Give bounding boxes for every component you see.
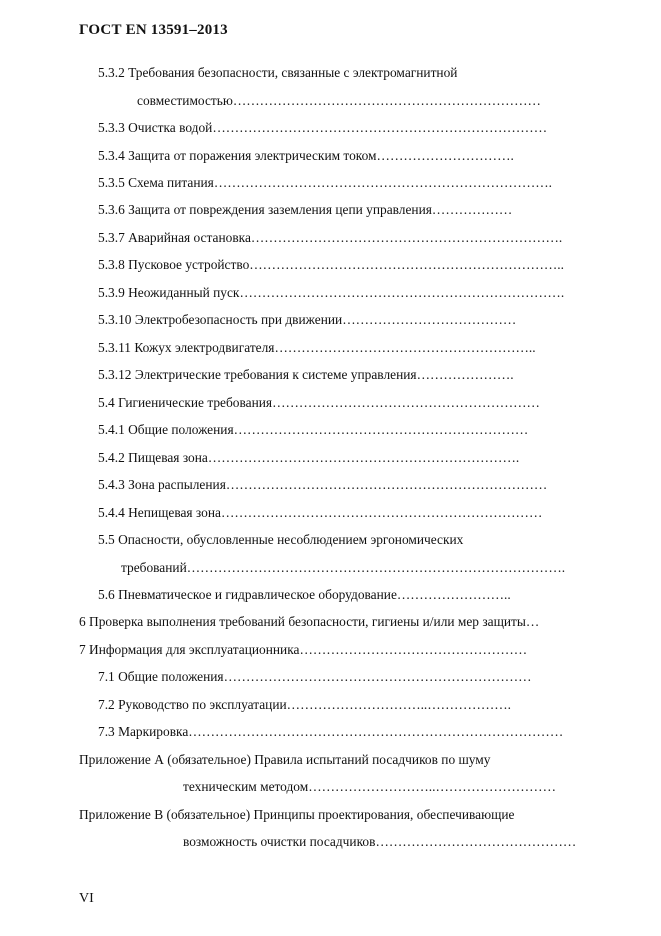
toc-entry: 5.3.5 Схема питания…………………………………………………………………. xyxy=(98,175,552,190)
toc-entry: 5.3.6 Защита от повреждения заземления цепи управления……………… xyxy=(98,202,513,217)
toc-entry: Приложение А (обязательное) Правила испытаний посадчиков по шуму xyxy=(79,752,491,767)
toc-entry: 5.4 Гигиенические требования…………………………………………………… xyxy=(98,395,540,410)
page-number: VI xyxy=(79,891,94,906)
toc-entry: возможность очистки посадчиков……………………………………… xyxy=(183,834,577,849)
toc-entry: совместимостью…………………………………………………………… xyxy=(137,93,541,108)
toc-entry: 7.1 Общие положения…………………………………………………………… xyxy=(98,669,532,684)
toc-entry: 5.5 Опасности, обусловленные несоблюдением эргономических xyxy=(98,532,464,547)
toc-entry: 5.3.2 Требования безопасности, связанные с электромагнитной xyxy=(98,65,458,80)
toc-entry: Приложение В (обязательное) Принципы проектирования, обеспечивающие xyxy=(79,807,515,822)
toc-entry: 5.3.4 Защита от поражения электрическим током…………………………. xyxy=(98,148,514,163)
toc-entry: требований…………………………………………………………………………. xyxy=(121,560,566,575)
toc-entry: 5.4.2 Пищевая зона……………………………………………………………. xyxy=(98,450,520,465)
toc-entry: 7.2 Руководство по эксплуатации…………………………..………………. xyxy=(98,697,511,712)
toc-entry: 5.3.10 Электробезопасность при движении………………………………… xyxy=(98,312,517,327)
toc-entry: 6 Проверка выполнения требований безопасности, гигиены и/или мер защиты… xyxy=(79,614,540,629)
toc-entry: 5.3.9 Неожиданный пуск………………………………………………………………. xyxy=(98,285,565,300)
toc-entry: 5.3.3 Очистка водой………………………………………………………………… xyxy=(98,120,548,135)
toc-entry: 5.3.12 Электрические требования к системе управления…………………. xyxy=(98,367,514,382)
toc-entry: 5.4.4 Непищевая зона……………………………………………………………… xyxy=(98,505,543,520)
toc-entry: 5.3.8 Пусковое устройство…………………………………………………………….. xyxy=(98,257,564,272)
toc-entry: 5.3.7 Аварийная остановка……………………………………………………………. xyxy=(98,230,563,245)
toc-entry: 5.4.3 Зона распыления……………………………………………………………… xyxy=(98,477,548,492)
toc-entry: 5.6 Пневматическое и гидравлическое оборудование…………………….. xyxy=(98,587,511,602)
document-header: ГОСТ EN 13591–2013 xyxy=(79,22,228,38)
toc-entry: 7 Информация для эксплуатационника…………………………………………… xyxy=(79,642,528,657)
toc-entry: 5.3.11 Кожух электродвигателя………………………………………………….. xyxy=(98,340,536,355)
toc-entry: техническим методом………………………..……………………… xyxy=(183,779,556,794)
toc-entry: 7.3 Маркировка………………………………………………………………………… xyxy=(98,724,564,739)
toc-entry: 5.4.1 Общие положения………………………………………………………… xyxy=(98,422,529,437)
